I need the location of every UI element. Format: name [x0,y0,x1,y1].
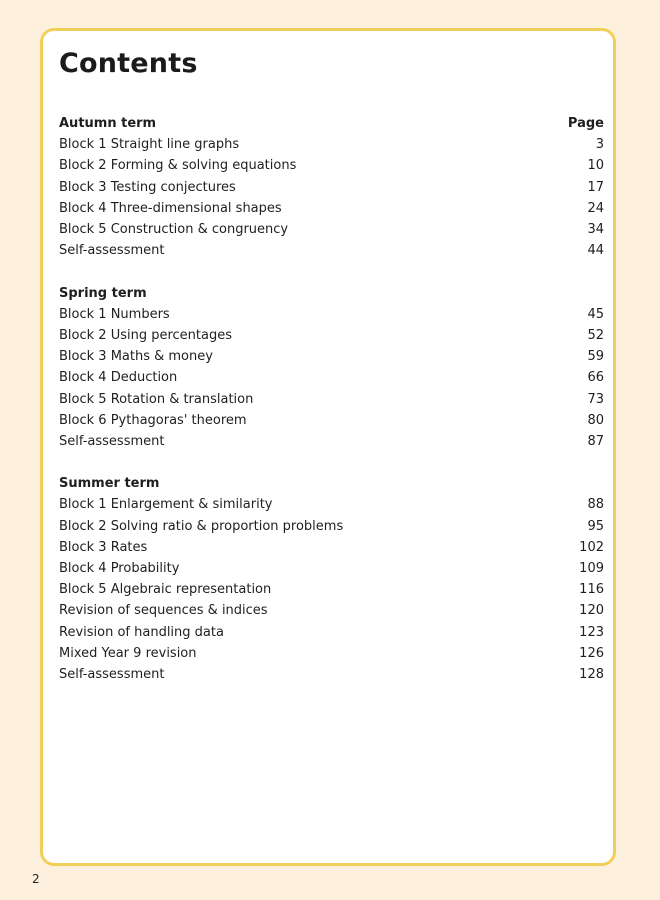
toc-entry-label: Block 3 Maths & money [59,349,213,365]
toc-entry-label: Block 5 Rotation & translation [59,391,254,407]
toc-entry-page: 109 [579,561,604,577]
toc-entry[interactable] [59,177,604,198]
toc-entry-page: 10 [587,158,604,174]
toc-entry-label: Block 2 Forming & solving equations [59,158,297,174]
toc-entry[interactable] [59,558,604,579]
toc-entry-page: 116 [579,582,604,598]
toc-entry[interactable] [59,346,604,367]
page-number: 2 [32,872,40,886]
toc-entry-label: Self-assessment [59,433,165,449]
toc-entry[interactable] [59,537,604,558]
toc-entry[interactable] [59,304,604,325]
toc-entry-label: Block 2 Using percentages [59,327,232,343]
section-header-autumn [59,113,604,134]
toc-entry-page: 95 [587,518,604,534]
toc-entry-label: Block 4 Deduction [59,370,178,386]
toc-entry[interactable] [59,388,604,409]
toc-entry-page: 24 [587,200,604,216]
toc-entry-page: 102 [579,539,604,555]
toc-entry[interactable] [59,198,604,219]
section-heading: Summer term [59,476,160,492]
toc-entry-label: Revision of handling data [59,624,224,640]
toc-entry[interactable] [59,219,604,240]
toc-entry-page: 128 [579,666,604,682]
toc-entry[interactable] [59,494,604,515]
toc-entry-page: 59 [587,349,604,365]
toc-entry-label: Block 1 Enlargement & similarity [59,497,273,513]
toc-entry-label: Block 3 Testing conjectures [59,179,236,195]
toc-entry[interactable] [59,240,604,261]
toc-entry-label: Revision of sequences & indices [59,603,268,619]
toc-entry-label: Block 4 Probability [59,561,180,577]
toc-entry-page: 3 [595,137,604,153]
toc-entry-label: Block 5 Algebraic representation [59,582,272,598]
section-spacer [59,452,604,473]
page-title: Contents [59,48,198,79]
section-heading: Spring term [59,285,147,301]
toc-entry[interactable] [59,410,604,431]
toc-entry[interactable] [59,431,604,452]
toc-entry[interactable] [59,643,604,664]
toc-entry-label: Block 4 Three-dimensional shapes [59,200,282,216]
toc-entry-label: Mixed Year 9 revision [59,645,197,661]
toc-entry-page: 120 [579,603,604,619]
toc-entry-label: Block 3 Rates [59,539,148,555]
toc-entry-page: 87 [587,433,604,449]
toc-entry-label: Block 6 Pythagoras' theorem [59,412,247,428]
toc-entry-label: Block 1 Numbers [59,306,170,322]
toc-entry[interactable] [59,325,604,346]
toc-entry-page: 80 [587,412,604,428]
toc-entry-page: 34 [587,222,604,238]
toc-entry[interactable] [59,155,604,176]
toc-entry-label: Block 2 Solving ratio & proportion problems [59,518,344,534]
toc-entry-page: 88 [587,497,604,513]
toc-entry-page: 123 [579,624,604,640]
section-header-spring [59,283,604,304]
toc-entry[interactable] [59,579,604,600]
toc-entry[interactable] [59,367,604,388]
toc-entry-label: Block 5 Construction & congruency [59,222,289,238]
page-column-header: Page [567,116,604,132]
toc-entry-page: 52 [587,327,604,343]
toc-entry[interactable] [59,622,604,643]
toc-entry-label: Block 1 Straight line graphs [59,137,240,153]
toc-entry[interactable] [59,664,604,685]
toc-entry-page: 126 [579,645,604,661]
toc-entry[interactable] [59,134,604,155]
section-header-summer [59,473,604,494]
toc-entry[interactable] [59,516,604,537]
section-spacer [59,261,604,282]
toc-entry-label: Self-assessment [59,243,165,259]
toc-entry[interactable] [59,600,604,621]
toc-entry-page: 45 [587,306,604,322]
toc-entry-label: Self-assessment [59,666,165,682]
table-of-contents [59,113,604,685]
toc-entry-page: 44 [587,243,604,259]
toc-entry-page: 17 [587,179,604,195]
contents-panel [40,28,616,866]
section-heading: Autumn term [59,116,157,132]
toc-entry-page: 73 [587,391,604,407]
toc-entry-page: 66 [587,370,604,386]
